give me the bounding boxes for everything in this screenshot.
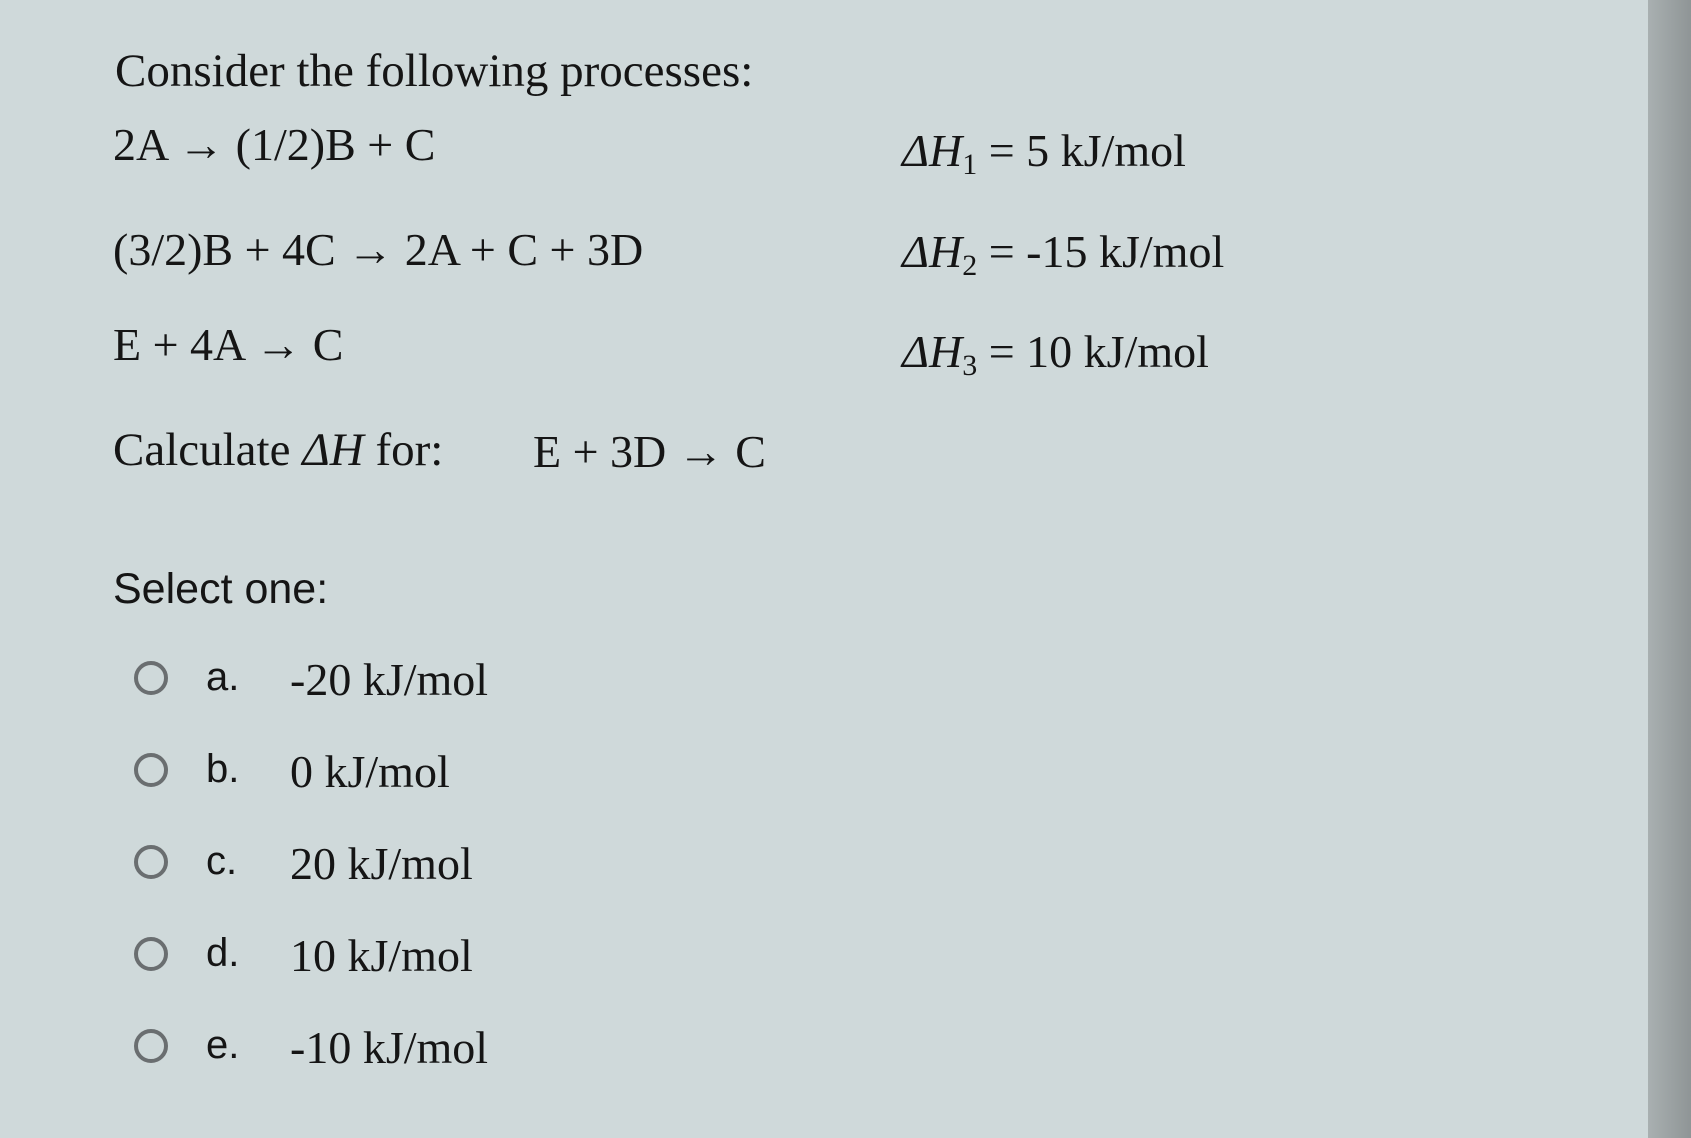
option-letter: c.	[206, 839, 238, 883]
answer-option-e[interactable]	[134, 1021, 654, 1081]
calculate-prefix: Calculate	[113, 424, 303, 476]
reaction-1-equation: 2A → (1/2)B + C	[113, 119, 436, 170]
delta-h-value: = -15 kJ/mol	[977, 226, 1225, 277]
radio-button[interactable]	[134, 661, 168, 695]
radio-button[interactable]	[134, 1029, 168, 1063]
radio-button[interactable]	[134, 937, 168, 971]
reaction-1-enthalpy	[902, 124, 1186, 182]
option-text: -10 kJ/mol	[290, 1022, 489, 1073]
option-letter: d.	[206, 931, 240, 975]
delta-h-symbol: ΔH	[902, 226, 963, 277]
answer-option-d[interactable]	[134, 929, 654, 989]
answer-option-a[interactable]	[134, 653, 654, 713]
answer-option-c[interactable]	[134, 837, 654, 897]
option-text: 10 kJ/mol	[290, 930, 473, 981]
option-text: 20 kJ/mol	[290, 838, 473, 889]
option-text: -20 kJ/mol	[290, 654, 489, 705]
reaction-3-equation: E + 4A → C	[113, 319, 344, 370]
target-reaction: E + 3D → C	[533, 426, 766, 477]
option-letter: e.	[206, 1023, 240, 1067]
select-one-label: Select one:	[113, 565, 329, 613]
delta-h-subscript: 2	[962, 249, 978, 282]
radio-button[interactable]	[134, 845, 168, 879]
delta-h-value: = 5 kJ/mol	[977, 125, 1186, 176]
calculate-delta-h: ΔH	[302, 424, 364, 476]
calculate-prompt	[113, 423, 443, 477]
delta-h-symbol: ΔH	[902, 125, 963, 176]
delta-h-subscript: 1	[962, 148, 978, 181]
calculate-suffix: for:	[363, 424, 444, 476]
radio-button[interactable]	[134, 753, 168, 787]
delta-h-value: = 10 kJ/mol	[977, 326, 1209, 377]
answer-option-b[interactable]	[134, 745, 654, 805]
reaction-3-enthalpy	[902, 325, 1209, 383]
option-letter: a.	[206, 655, 240, 699]
reaction-2-equation: (3/2)B + 4C → 2A + C + 3D	[113, 224, 644, 275]
delta-h-subscript: 3	[962, 349, 978, 382]
reaction-2-enthalpy	[902, 225, 1224, 283]
option-letter: b.	[206, 747, 240, 791]
option-text: 0 kJ/mol	[290, 746, 450, 797]
question-intro: Consider the following processes:	[115, 45, 754, 97]
screen-edge	[1648, 0, 1691, 1138]
delta-h-symbol: ΔH	[902, 326, 963, 377]
